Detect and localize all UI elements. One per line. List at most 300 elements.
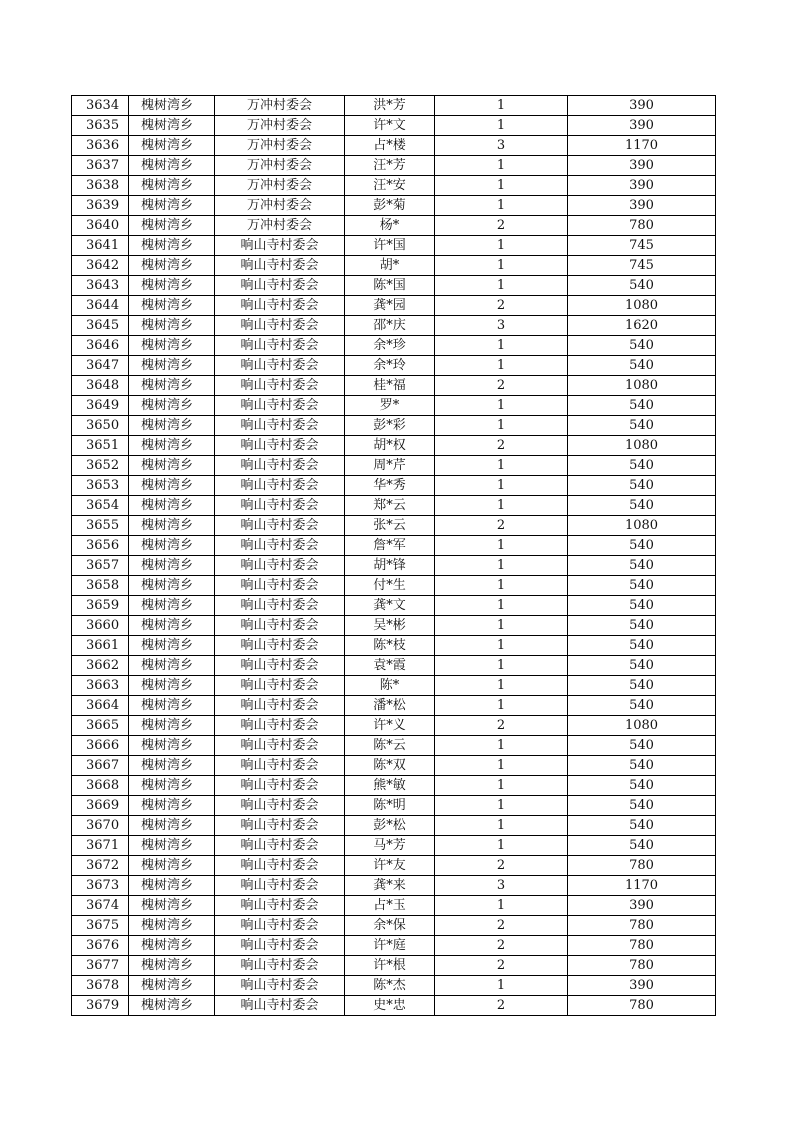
village-committee-cell: 响山寺村委会: [215, 236, 345, 256]
amount-cell: 540: [568, 776, 716, 796]
table-row: [72, 756, 716, 776]
village-committee-cell: 响山寺村委会: [215, 496, 345, 516]
village-committee-cell: 响山寺村委会: [215, 716, 345, 736]
household-count-cell: 1: [435, 356, 568, 376]
village-committee-cell: 响山寺村委会: [215, 676, 345, 696]
table-row: [72, 336, 716, 356]
village-committee-cell: 响山寺村委会: [215, 316, 345, 336]
township-cell: 槐树湾乡: [129, 96, 215, 116]
record-number-cell: 3641: [72, 236, 129, 256]
township-cell: 槐树湾乡: [129, 616, 215, 636]
record-number-cell: 3673: [72, 876, 129, 896]
record-number-cell: 3638: [72, 176, 129, 196]
village-committee-cell: 响山寺村委会: [215, 836, 345, 856]
table-row: [72, 116, 716, 136]
records-table: [71, 95, 716, 1016]
household-count-cell: 2: [435, 996, 568, 1016]
name-cell: 陈*枝: [345, 636, 435, 656]
village-committee-cell: 响山寺村委会: [215, 696, 345, 716]
record-number-cell: 3670: [72, 816, 129, 836]
name-cell: 汪*安: [345, 176, 435, 196]
table-row: [72, 996, 716, 1016]
household-count-cell: 1: [435, 616, 568, 636]
household-count-cell: 1: [435, 676, 568, 696]
household-count-cell: 1: [435, 196, 568, 216]
record-number-cell: 3659: [72, 596, 129, 616]
table-row: [72, 396, 716, 416]
township-cell: 槐树湾乡: [129, 996, 215, 1016]
household-count-cell: 1: [435, 456, 568, 476]
amount-cell: 780: [568, 936, 716, 956]
table-row: [72, 516, 716, 536]
amount-cell: 540: [568, 556, 716, 576]
name-cell: 熊*敏: [345, 776, 435, 796]
name-cell: 龚*来: [345, 876, 435, 896]
household-count-cell: 1: [435, 736, 568, 756]
village-committee-cell: 响山寺村委会: [215, 656, 345, 676]
record-number-cell: 3636: [72, 136, 129, 156]
township-cell: 槐树湾乡: [129, 436, 215, 456]
record-number-cell: 3672: [72, 856, 129, 876]
table-row: [72, 836, 716, 856]
village-committee-cell: 响山寺村委会: [215, 816, 345, 836]
name-cell: 桂*福: [345, 376, 435, 396]
township-cell: 槐树湾乡: [129, 756, 215, 776]
village-committee-cell: 响山寺村委会: [215, 996, 345, 1016]
village-committee-cell: 响山寺村委会: [215, 556, 345, 576]
name-cell: 占*楼: [345, 136, 435, 156]
table-row: [72, 816, 716, 836]
village-committee-cell: 响山寺村委会: [215, 296, 345, 316]
table-row: [72, 196, 716, 216]
record-number-cell: 3643: [72, 276, 129, 296]
household-count-cell: 1: [435, 96, 568, 116]
amount-cell: 540: [568, 476, 716, 496]
township-cell: 槐树湾乡: [129, 716, 215, 736]
amount-cell: 540: [568, 576, 716, 596]
village-committee-cell: 响山寺村委会: [215, 856, 345, 876]
name-cell: 许*友: [345, 856, 435, 876]
household-count-cell: 2: [435, 436, 568, 456]
amount-cell: 780: [568, 916, 716, 936]
township-cell: 槐树湾乡: [129, 516, 215, 536]
name-cell: 詹*军: [345, 536, 435, 556]
amount-cell: 540: [568, 656, 716, 676]
township-cell: 槐树湾乡: [129, 416, 215, 436]
household-count-cell: 1: [435, 576, 568, 596]
amount-cell: 540: [568, 836, 716, 856]
township-cell: 槐树湾乡: [129, 696, 215, 716]
table-row: [72, 156, 716, 176]
township-cell: 槐树湾乡: [129, 296, 215, 316]
township-cell: 槐树湾乡: [129, 236, 215, 256]
village-committee-cell: 响山寺村委会: [215, 636, 345, 656]
village-committee-cell: 响山寺村委会: [215, 936, 345, 956]
village-committee-cell: 响山寺村委会: [215, 796, 345, 816]
household-count-cell: 1: [435, 756, 568, 776]
village-committee-cell: 响山寺村委会: [215, 536, 345, 556]
township-cell: 槐树湾乡: [129, 376, 215, 396]
record-number-cell: 3665: [72, 716, 129, 736]
village-committee-cell: 万冲村委会: [215, 216, 345, 236]
village-committee-cell: 万冲村委会: [215, 156, 345, 176]
village-committee-cell: 响山寺村委会: [215, 456, 345, 476]
name-cell: 许*义: [345, 716, 435, 736]
amount-cell: 780: [568, 956, 716, 976]
household-count-cell: 1: [435, 236, 568, 256]
name-cell: 许*根: [345, 956, 435, 976]
name-cell: 许*国: [345, 236, 435, 256]
township-cell: 槐树湾乡: [129, 136, 215, 156]
household-count-cell: 1: [435, 476, 568, 496]
name-cell: 陈*国: [345, 276, 435, 296]
village-committee-cell: 响山寺村委会: [215, 376, 345, 396]
village-committee-cell: 响山寺村委会: [215, 396, 345, 416]
record-number-cell: 3666: [72, 736, 129, 756]
table-row: [72, 696, 716, 716]
name-cell: 占*玉: [345, 896, 435, 916]
table-row: [72, 896, 716, 916]
record-number-cell: 3651: [72, 436, 129, 456]
record-number-cell: 3660: [72, 616, 129, 636]
name-cell: 胡*锋: [345, 556, 435, 576]
table-row: [72, 776, 716, 796]
table-row: [72, 916, 716, 936]
table-row: [72, 636, 716, 656]
village-committee-cell: 响山寺村委会: [215, 596, 345, 616]
township-cell: 槐树湾乡: [129, 156, 215, 176]
name-cell: 陈*: [345, 676, 435, 696]
household-count-cell: 1: [435, 536, 568, 556]
amount-cell: 540: [568, 396, 716, 416]
household-count-cell: 2: [435, 936, 568, 956]
amount-cell: 540: [568, 816, 716, 836]
table-row: [72, 936, 716, 956]
township-cell: 槐树湾乡: [129, 856, 215, 876]
table-row: [72, 216, 716, 236]
record-number-cell: 3675: [72, 916, 129, 936]
table-row: [72, 416, 716, 436]
township-cell: 槐树湾乡: [129, 916, 215, 936]
village-committee-cell: 响山寺村委会: [215, 516, 345, 536]
table-row: [72, 376, 716, 396]
amount-cell: 745: [568, 236, 716, 256]
amount-cell: 1170: [568, 136, 716, 156]
table-row: [72, 716, 716, 736]
household-count-cell: 2: [435, 956, 568, 976]
township-cell: 槐树湾乡: [129, 816, 215, 836]
name-cell: 胡*权: [345, 436, 435, 456]
name-cell: 付*生: [345, 576, 435, 596]
amount-cell: 1080: [568, 296, 716, 316]
household-count-cell: 2: [435, 296, 568, 316]
table-row: [72, 616, 716, 636]
record-number-cell: 3648: [72, 376, 129, 396]
table-row: [72, 456, 716, 476]
table-row: [72, 176, 716, 196]
village-committee-cell: 响山寺村委会: [215, 276, 345, 296]
record-number-cell: 3654: [72, 496, 129, 516]
township-cell: 槐树湾乡: [129, 456, 215, 476]
name-cell: 余*珍: [345, 336, 435, 356]
name-cell: 彭*菊: [345, 196, 435, 216]
record-number-cell: 3671: [72, 836, 129, 856]
table-row: [72, 496, 716, 516]
name-cell: 许*庭: [345, 936, 435, 956]
household-count-cell: 1: [435, 776, 568, 796]
table-row: [72, 276, 716, 296]
amount-cell: 1080: [568, 516, 716, 536]
household-count-cell: 1: [435, 656, 568, 676]
amount-cell: 780: [568, 996, 716, 1016]
household-count-cell: 1: [435, 256, 568, 276]
table-row: [72, 656, 716, 676]
table-row: [72, 956, 716, 976]
table-row: [72, 576, 716, 596]
record-number-cell: 3646: [72, 336, 129, 356]
name-cell: 余*保: [345, 916, 435, 936]
household-count-cell: 1: [435, 556, 568, 576]
name-cell: 邵*庆: [345, 316, 435, 336]
amount-cell: 1620: [568, 316, 716, 336]
township-cell: 槐树湾乡: [129, 976, 215, 996]
record-number-cell: 3658: [72, 576, 129, 596]
amount-cell: 540: [568, 456, 716, 476]
township-cell: 槐树湾乡: [129, 316, 215, 336]
record-number-cell: 3642: [72, 256, 129, 276]
village-committee-cell: 响山寺村委会: [215, 416, 345, 436]
village-committee-cell: 响山寺村委会: [215, 256, 345, 276]
household-count-cell: 1: [435, 396, 568, 416]
household-count-cell: 1: [435, 276, 568, 296]
record-number-cell: 3649: [72, 396, 129, 416]
township-cell: 槐树湾乡: [129, 116, 215, 136]
household-count-cell: 3: [435, 876, 568, 896]
household-count-cell: 1: [435, 816, 568, 836]
amount-cell: 540: [568, 536, 716, 556]
name-cell: 龚*园: [345, 296, 435, 316]
amount-cell: 540: [568, 796, 716, 816]
amount-cell: 390: [568, 156, 716, 176]
village-committee-cell: 响山寺村委会: [215, 336, 345, 356]
village-committee-cell: 响山寺村委会: [215, 756, 345, 776]
record-number-cell: 3664: [72, 696, 129, 716]
village-committee-cell: 响山寺村委会: [215, 916, 345, 936]
table-row: [72, 436, 716, 456]
household-count-cell: 1: [435, 836, 568, 856]
amount-cell: 390: [568, 116, 716, 136]
township-cell: 槐树湾乡: [129, 776, 215, 796]
township-cell: 槐树湾乡: [129, 596, 215, 616]
township-cell: 槐树湾乡: [129, 556, 215, 576]
name-cell: 华*秀: [345, 476, 435, 496]
record-number-cell: 3653: [72, 476, 129, 496]
record-number-cell: 3676: [72, 936, 129, 956]
amount-cell: 540: [568, 276, 716, 296]
table-row: [72, 796, 716, 816]
township-cell: 槐树湾乡: [129, 636, 215, 656]
village-committee-cell: 响山寺村委会: [215, 776, 345, 796]
amount-cell: 540: [568, 416, 716, 436]
household-count-cell: 2: [435, 716, 568, 736]
name-cell: 史*忠: [345, 996, 435, 1016]
amount-cell: 1170: [568, 876, 716, 896]
record-number-cell: 3640: [72, 216, 129, 236]
amount-cell: 780: [568, 216, 716, 236]
amount-cell: 390: [568, 96, 716, 116]
record-number-cell: 3635: [72, 116, 129, 136]
amount-cell: 540: [568, 616, 716, 636]
township-cell: 槐树湾乡: [129, 356, 215, 376]
amount-cell: 390: [568, 976, 716, 996]
amount-cell: 540: [568, 756, 716, 776]
township-cell: 槐树湾乡: [129, 956, 215, 976]
village-committee-cell: 响山寺村委会: [215, 616, 345, 636]
village-committee-cell: 响山寺村委会: [215, 736, 345, 756]
village-committee-cell: 响山寺村委会: [215, 956, 345, 976]
village-committee-cell: 万冲村委会: [215, 176, 345, 196]
record-number-cell: 3661: [72, 636, 129, 656]
household-count-cell: 2: [435, 216, 568, 236]
table-row: [72, 476, 716, 496]
township-cell: 槐树湾乡: [129, 836, 215, 856]
amount-cell: 540: [568, 336, 716, 356]
amount-cell: 540: [568, 496, 716, 516]
village-committee-cell: 万冲村委会: [215, 136, 345, 156]
table-row: [72, 316, 716, 336]
township-cell: 槐树湾乡: [129, 936, 215, 956]
township-cell: 槐树湾乡: [129, 736, 215, 756]
village-committee-cell: 响山寺村委会: [215, 576, 345, 596]
household-count-cell: 2: [435, 516, 568, 536]
township-cell: 槐树湾乡: [129, 876, 215, 896]
amount-cell: 1080: [568, 436, 716, 456]
name-cell: 郑*云: [345, 496, 435, 516]
amount-cell: 540: [568, 696, 716, 716]
household-count-cell: 2: [435, 376, 568, 396]
name-cell: 马*芳: [345, 836, 435, 856]
table-row: [72, 596, 716, 616]
township-cell: 槐树湾乡: [129, 176, 215, 196]
record-number-cell: 3667: [72, 756, 129, 776]
table-row: [72, 556, 716, 576]
village-committee-cell: 响山寺村委会: [215, 436, 345, 456]
amount-cell: 540: [568, 636, 716, 656]
township-cell: 槐树湾乡: [129, 496, 215, 516]
record-number-cell: 3634: [72, 96, 129, 116]
township-cell: 槐树湾乡: [129, 336, 215, 356]
household-count-cell: 3: [435, 136, 568, 156]
amount-cell: 540: [568, 596, 716, 616]
records-table-body: [72, 96, 716, 1016]
table-row: [72, 356, 716, 376]
township-cell: 槐树湾乡: [129, 276, 215, 296]
amount-cell: 390: [568, 176, 716, 196]
name-cell: 罗*: [345, 396, 435, 416]
record-number-cell: 3669: [72, 796, 129, 816]
village-committee-cell: 响山寺村委会: [215, 476, 345, 496]
record-number-cell: 3645: [72, 316, 129, 336]
household-count-cell: 1: [435, 496, 568, 516]
amount-cell: 540: [568, 356, 716, 376]
village-committee-cell: 万冲村委会: [215, 196, 345, 216]
household-count-cell: 1: [435, 636, 568, 656]
name-cell: 张*云: [345, 516, 435, 536]
record-number-cell: 3662: [72, 656, 129, 676]
name-cell: 彭*松: [345, 816, 435, 836]
record-number-cell: 3637: [72, 156, 129, 176]
name-cell: 陈*双: [345, 756, 435, 776]
household-count-cell: 1: [435, 896, 568, 916]
township-cell: 槐树湾乡: [129, 536, 215, 556]
name-cell: 余*玲: [345, 356, 435, 376]
table-row: [72, 296, 716, 316]
record-number-cell: 3644: [72, 296, 129, 316]
name-cell: 洪*芳: [345, 96, 435, 116]
name-cell: 陈*明: [345, 796, 435, 816]
township-cell: 槐树湾乡: [129, 196, 215, 216]
amount-cell: 390: [568, 896, 716, 916]
household-count-cell: 2: [435, 856, 568, 876]
village-committee-cell: 万冲村委会: [215, 96, 345, 116]
record-number-cell: 3679: [72, 996, 129, 1016]
township-cell: 槐树湾乡: [129, 256, 215, 276]
table-row: [72, 876, 716, 896]
record-number-cell: 3663: [72, 676, 129, 696]
village-committee-cell: 响山寺村委会: [215, 896, 345, 916]
table-row: [72, 676, 716, 696]
record-number-cell: 3656: [72, 536, 129, 556]
table-row: [72, 96, 716, 116]
name-cell: 陈*杰: [345, 976, 435, 996]
record-number-cell: 3655: [72, 516, 129, 536]
name-cell: 杨*: [345, 216, 435, 236]
amount-cell: 1080: [568, 376, 716, 396]
household-count-cell: 1: [435, 176, 568, 196]
household-count-cell: 2: [435, 916, 568, 936]
name-cell: 汪*芳: [345, 156, 435, 176]
name-cell: 陈*云: [345, 736, 435, 756]
household-count-cell: 3: [435, 316, 568, 336]
name-cell: 袁*霞: [345, 656, 435, 676]
household-count-cell: 1: [435, 696, 568, 716]
amount-cell: 390: [568, 196, 716, 216]
township-cell: 槐树湾乡: [129, 796, 215, 816]
township-cell: 槐树湾乡: [129, 396, 215, 416]
township-cell: 槐树湾乡: [129, 216, 215, 236]
amount-cell: 540: [568, 736, 716, 756]
village-committee-cell: 响山寺村委会: [215, 976, 345, 996]
household-count-cell: 1: [435, 336, 568, 356]
table-row: [72, 256, 716, 276]
name-cell: 周*芹: [345, 456, 435, 476]
table-row: [72, 236, 716, 256]
record-number-cell: 3668: [72, 776, 129, 796]
name-cell: 潘*松: [345, 696, 435, 716]
township-cell: 槐树湾乡: [129, 476, 215, 496]
village-committee-cell: 响山寺村委会: [215, 356, 345, 376]
household-count-cell: 1: [435, 976, 568, 996]
household-count-cell: 1: [435, 796, 568, 816]
household-count-cell: 1: [435, 156, 568, 176]
township-cell: 槐树湾乡: [129, 676, 215, 696]
name-cell: 彭*彩: [345, 416, 435, 436]
record-number-cell: 3639: [72, 196, 129, 216]
township-cell: 槐树湾乡: [129, 576, 215, 596]
record-number-cell: 3647: [72, 356, 129, 376]
township-cell: 槐树湾乡: [129, 656, 215, 676]
household-count-cell: 1: [435, 116, 568, 136]
